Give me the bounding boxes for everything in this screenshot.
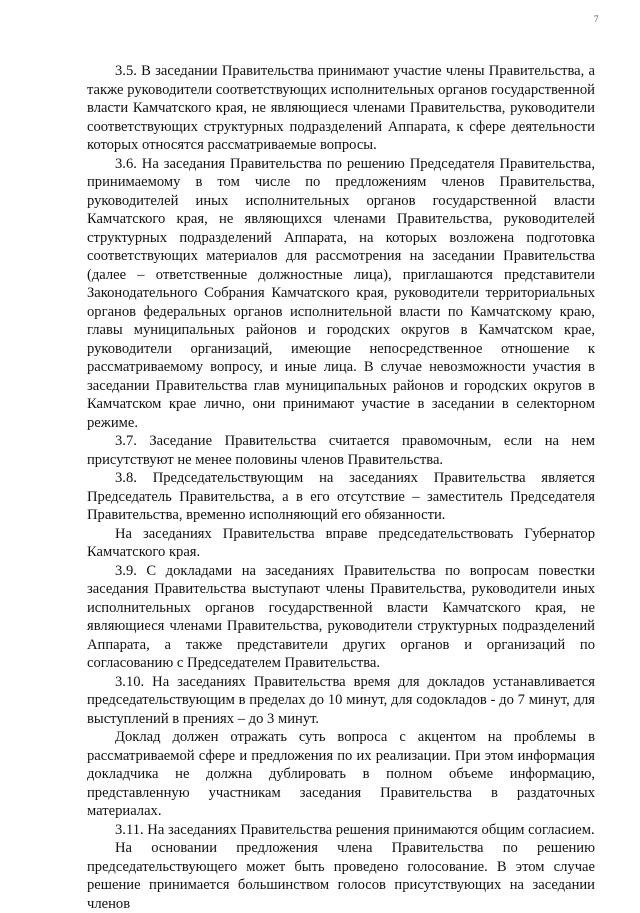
paragraph-3-5: 3.5. В заседании Правительства принимают участие члены Правительства, а также руководители соответствующих исполнительных органов государственной власти Камчатского края, не являющиеся членами Правительства, руководители соответствующих структурных подразделений Аппарата, к сфере деятельности которых относятся рассматриваемые вопросы. xyxy=(87,63,595,153)
paragraph-3-11: 3.11. На заседаниях Правительства решения принимаются общим согласием. xyxy=(115,821,595,838)
paragraph-report: Доклад должен отражать суть вопроса с акцентом на проблемы в рассматриваемой сфере и предложения по их реализации. При этом информация докладчика не должна дублировать в полном объеме информацию, представленную участникам заседания Правительства в раздаточных материалах. xyxy=(87,729,595,819)
paragraph-3-6: 3.6. На заседания Правительства по решению Председателя Правительства, принимаемому в том числе по предложениям членов Правительства, руководителей иных исполнительных органов государственной власти Камчатского края, не являющихся членами Правительства, руководителей структурных подразделений Аппарата, на которых возложена подготовка соответствующих материалов для рассмотрения на заседании Правительства (далее – ответственные должностные лица), приглашаются представители Законодательного Собрания Камчатского края, руководители территориальных органов федеральных органов исполнительной власти по Камчатскому краю, главы муниципальных районов и городских округов в Камчатском крае, руководители организаций, имеющие непосредственное отношение к рассматриваемому вопросу, и иные лица. В случае невозможности участия в заседании Правительства глав муниципальных районов и городских округов в Камчатском крае лично, они принимают участие в заседании в селекторном режиме. xyxy=(87,155,595,431)
paragraph-governor: На заседаниях Правительства вправе председательствовать Губернатор Камчатского края. xyxy=(87,525,595,560)
paragraph-3-10: 3.10. На заседаниях Правительства время для докладов устанавливается председательствующим в пределах до 10 минут, для содокладов - до 7 минут, для выступлений в прениях – до 3 минут. xyxy=(87,673,595,727)
paragraph-voting: На основании предложения члена Правительства по решению председательствующего может быть проведено голосование. В этом случае решение принимается большинством голосов присутствующих на заседании членов xyxy=(87,840,595,912)
paragraph-3-9: 3.9. С докладами на заседаниях Правительства по вопросам повестки заседания Правительства выступают члены Правительства, руководители иных исполнительных органов государственной власти Камчатского края, не являющиеся членами Правительства, руководители структурных подразделений Аппарата, а также представители других органов и организаций по согласованию с Председателем Правительства. xyxy=(87,562,595,671)
paragraph-3-7: 3.7. Заседание Правительства считается правомочным, если на нем присутствуют не менее половины членов Правительства. xyxy=(87,433,595,468)
document-body xyxy=(87,62,595,913)
paragraph-3-8: 3.8. Председательствующим на заседаниях Правительства является Председатель Правительства, а в его отсутствие – заместитель Председателя Правительства, временно исполняющий его обязанности. xyxy=(87,470,595,523)
page-number: 7 xyxy=(594,14,599,24)
